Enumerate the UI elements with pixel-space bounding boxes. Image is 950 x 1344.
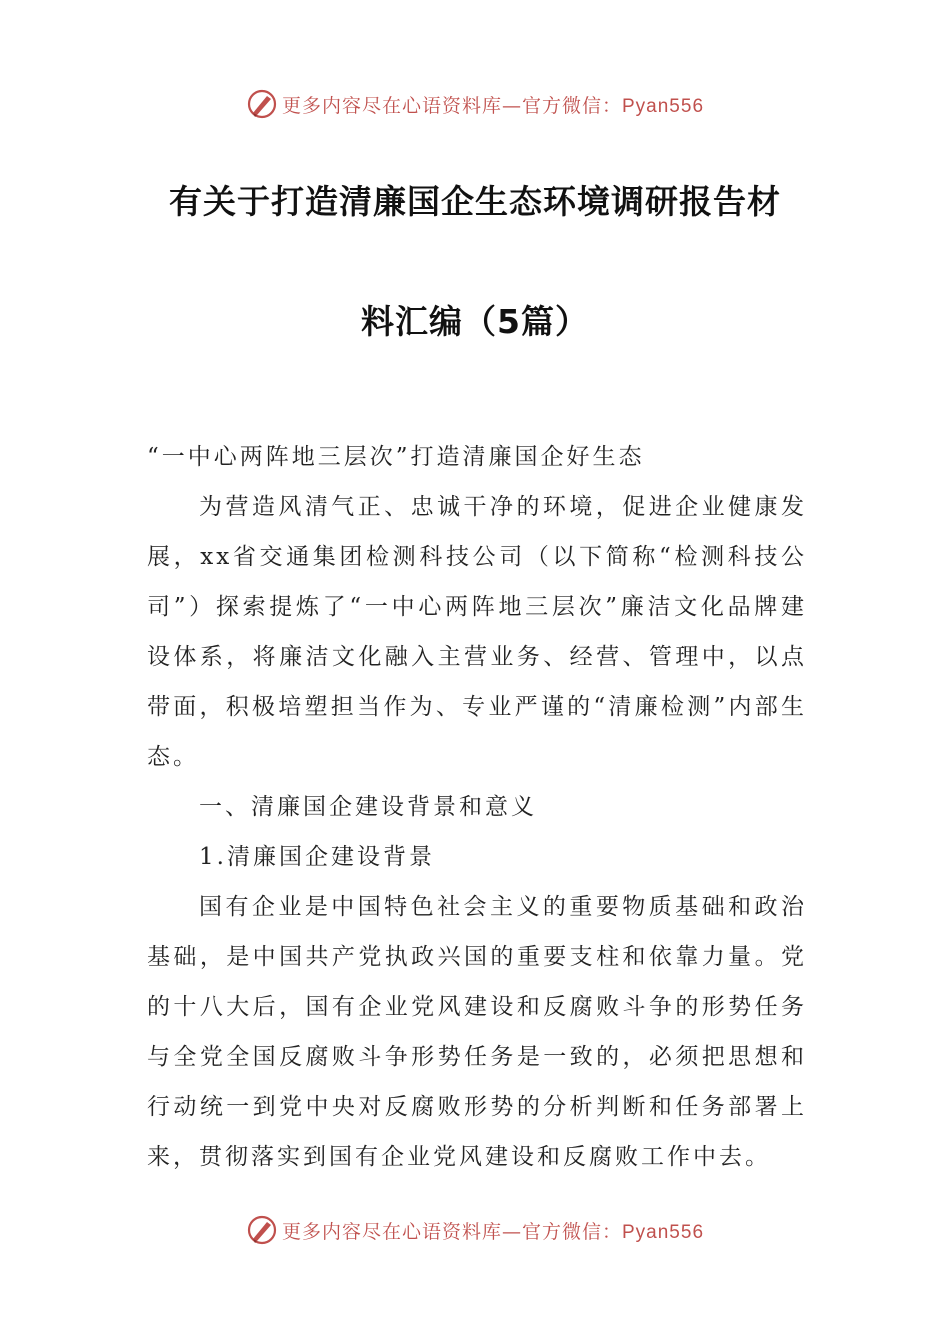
article-subtitle: “一中心两阵地三层次”打造清廉国企好生态 bbox=[147, 444, 645, 470]
pen-circle-logo-icon bbox=[246, 88, 278, 120]
background-paragraph: 国有企业是中国特色社会主义的重要物质基础和政治基础，是中国共产党执政兴国的重要支柱和依靠力量。党的十八大后，国有企业党风建设和反腐败斗争的形势任务与全党全国反腐败斗争形势任务是一致的，必须把思想和行动统一到党中央对反腐败形势的分析判断和任务部署上来，贯彻落实到国有企业党风建设和反腐败工作中去。 bbox=[147, 894, 807, 1170]
intro-paragraph: 为营造风清气正、忠诚干净的环境，促进企业健康发展，xx省交通集团检测科技公司（以下简称“检测科技公司”）探索提炼了“一中心两阵地三层次”廉洁文化品牌建设体系，将廉洁文化融入主营业务、经营、管理中，以点带面，积极培塑担当作为、专业严谨的“清廉检测”内部生态。 bbox=[147, 494, 807, 770]
subsection-heading: 1.清廉国企建设背景 bbox=[199, 844, 435, 870]
footer-watermark bbox=[0, 1208, 950, 1252]
header-watermark bbox=[0, 82, 950, 126]
document-title-line-2: 料汇编（5篇） bbox=[361, 302, 589, 341]
pen-circle-logo-icon bbox=[246, 1214, 278, 1246]
section-heading: 一、清廉国企建设背景和意义 bbox=[199, 794, 537, 820]
watermark-wechat: Pyan556 bbox=[622, 95, 705, 117]
watermark-text: 更多内容尽在心语资料库—官方微信：Pyan556 bbox=[281, 94, 705, 117]
watermark-text: 更多内容尽在心语资料库—官方微信：Pyan556 bbox=[281, 1220, 705, 1243]
document-title-line-1: 有关于打造清廉国企生态环境调研报告材 bbox=[169, 182, 781, 221]
document-body bbox=[147, 432, 807, 1182]
watermark-wechat: Pyan556 bbox=[622, 1221, 705, 1243]
